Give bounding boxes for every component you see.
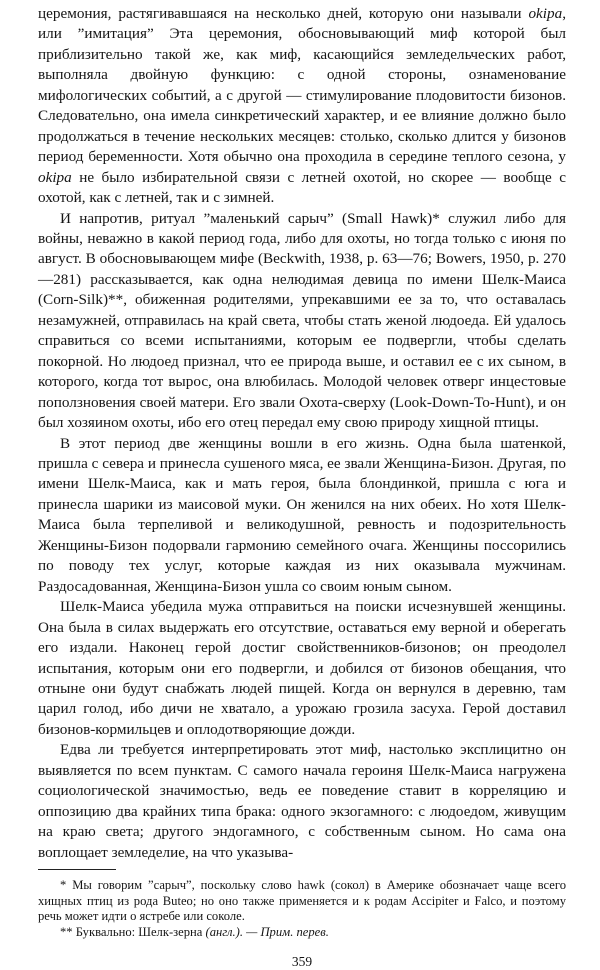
- paragraph-2: И напротив, ритуал ”маленький сарыч” (Small Hawk)* служил либо для войны, неважно в какой период года, либо для охоты, но тогда только с июня по август. В обосновывающем мифе (Beckwith, 1938, p. 63—76; Bowers, 1950, p. 270—281) рассказывается, как одна нелюдимая девица по имени Шелк-Маиса (Corn-Silk)**, обиженная родителями, упрекавшими ее за то, что оставалась незамужней, отправилась на край света, чтобы стать женой людоеда. Ей удалось справиться со всеми испытаниями, которым ее подвергли, чтобы сделать покорной. Но людоед признал, что ее природа выше, и оставил ее с их сыном, в которого, когда тот вырос, она влюбилась. Молодой человек отверг инцестовые поползновения своей матери. Его звали Охота-сверху (Look-Down-To-Hunt), и он был хозяином охоты, ибо его отец передал ему свою природу хищной птицы.: [38, 209, 566, 432]
- book-page: [38, 4, 566, 970]
- footnote-separator: [38, 869, 116, 870]
- paragraph-1: церемония, растягивавшаяся на несколько дней, которую они называли okipa, или ”имитация” Эта церемония, обосновывающий миф которой был приблизительно такой же, как миф, касающийся земледельческих работ, выполняла двойную функцию: с одной стороны, ознаменование мифологических событий, а с другой — стимулирование плодовитости бизонов. Следовательно, она имела синкретический характер, и ее влияние должно было продолжаться в течение нескольких месяцев: столько, сколько длится у бизонов период беременности. Хотя обычно она проходила в середине теплого сезона, у okipa не было избирательной связи с летней охотой, но скорее — вообще с охотой, как с летней, так и с зимней.: [38, 5, 566, 207]
- footnotes: [38, 878, 566, 940]
- footnote-1: * Мы говорим ”сарыч”, поскольку слово hawk (сокол) в Америке обозначает чаще всего хищных птиц из рода Buteo; но оно также применяется и к родам Accipiter и Falco, и поэтому речь может идти о ястребе или соколе.: [38, 878, 566, 924]
- page-number: 359: [291, 954, 313, 970]
- paragraph-3: В этот период две женщины вошли в его жизнь. Одна была шатенкой, пришла с севера и принесла сушеного мяса, ее звали Женщина-Бизон. Другая, по имени Шелк-Маиса, как и мать героя, была блондинкой, пришла с юга и принесла шарики из маисовой муки. Он женился на них обеих. Но хотя Шелк-Маиса была терпеливой и великодушной, ревность и подозрительность Женщины-Бизон подорвали гармонию семейного очага. Женщины поссорились по поводу тех услуг, которые каждая из них оказывала мужчинам. Раздосадованная, Женщина-Бизон ушла со своим юным сыном.: [38, 434, 566, 595]
- paragraph-5: Едва ли требуется интерпретировать этот миф, настолько эксплицитно он выявляется по всем пунктам. С самого начала героиня Шелк-Маиса нагружена социологической значимостью, ведь ее поведение ставит в корреляцию и оппозицию два крайних типа брака: одного экзогамного: с людоедом, живущим на краю света; другого эндогамного, с собственным сыном. Но сама она воплощает земледелие, на что указыва-: [38, 741, 566, 861]
- footnote-2: ** Буквально: Шелк-зерна (англ.). — Прим. перев.: [60, 924, 329, 939]
- paragraph-4: Шелк-Маиса убедила мужа отправиться на поиски исчезнувшей женщины. Она была в силах выдержать его отсутствие, оставаться ему верной и оберегать его издали. Наконец герой достиг свойственников-бизонов; он преодолел испытания, которым они его подвергли, и добился от бизонов обещания, что отныне они будут снабжать людей пищей. Когда он вернулся в деревню, там царил голод, ибо дичи не хватало, а урожаю грозила засуха. Герой доставил бизонов-кормильцев и оплодотворяющие дожди.: [38, 598, 566, 738]
- main-text: [38, 4, 566, 863]
